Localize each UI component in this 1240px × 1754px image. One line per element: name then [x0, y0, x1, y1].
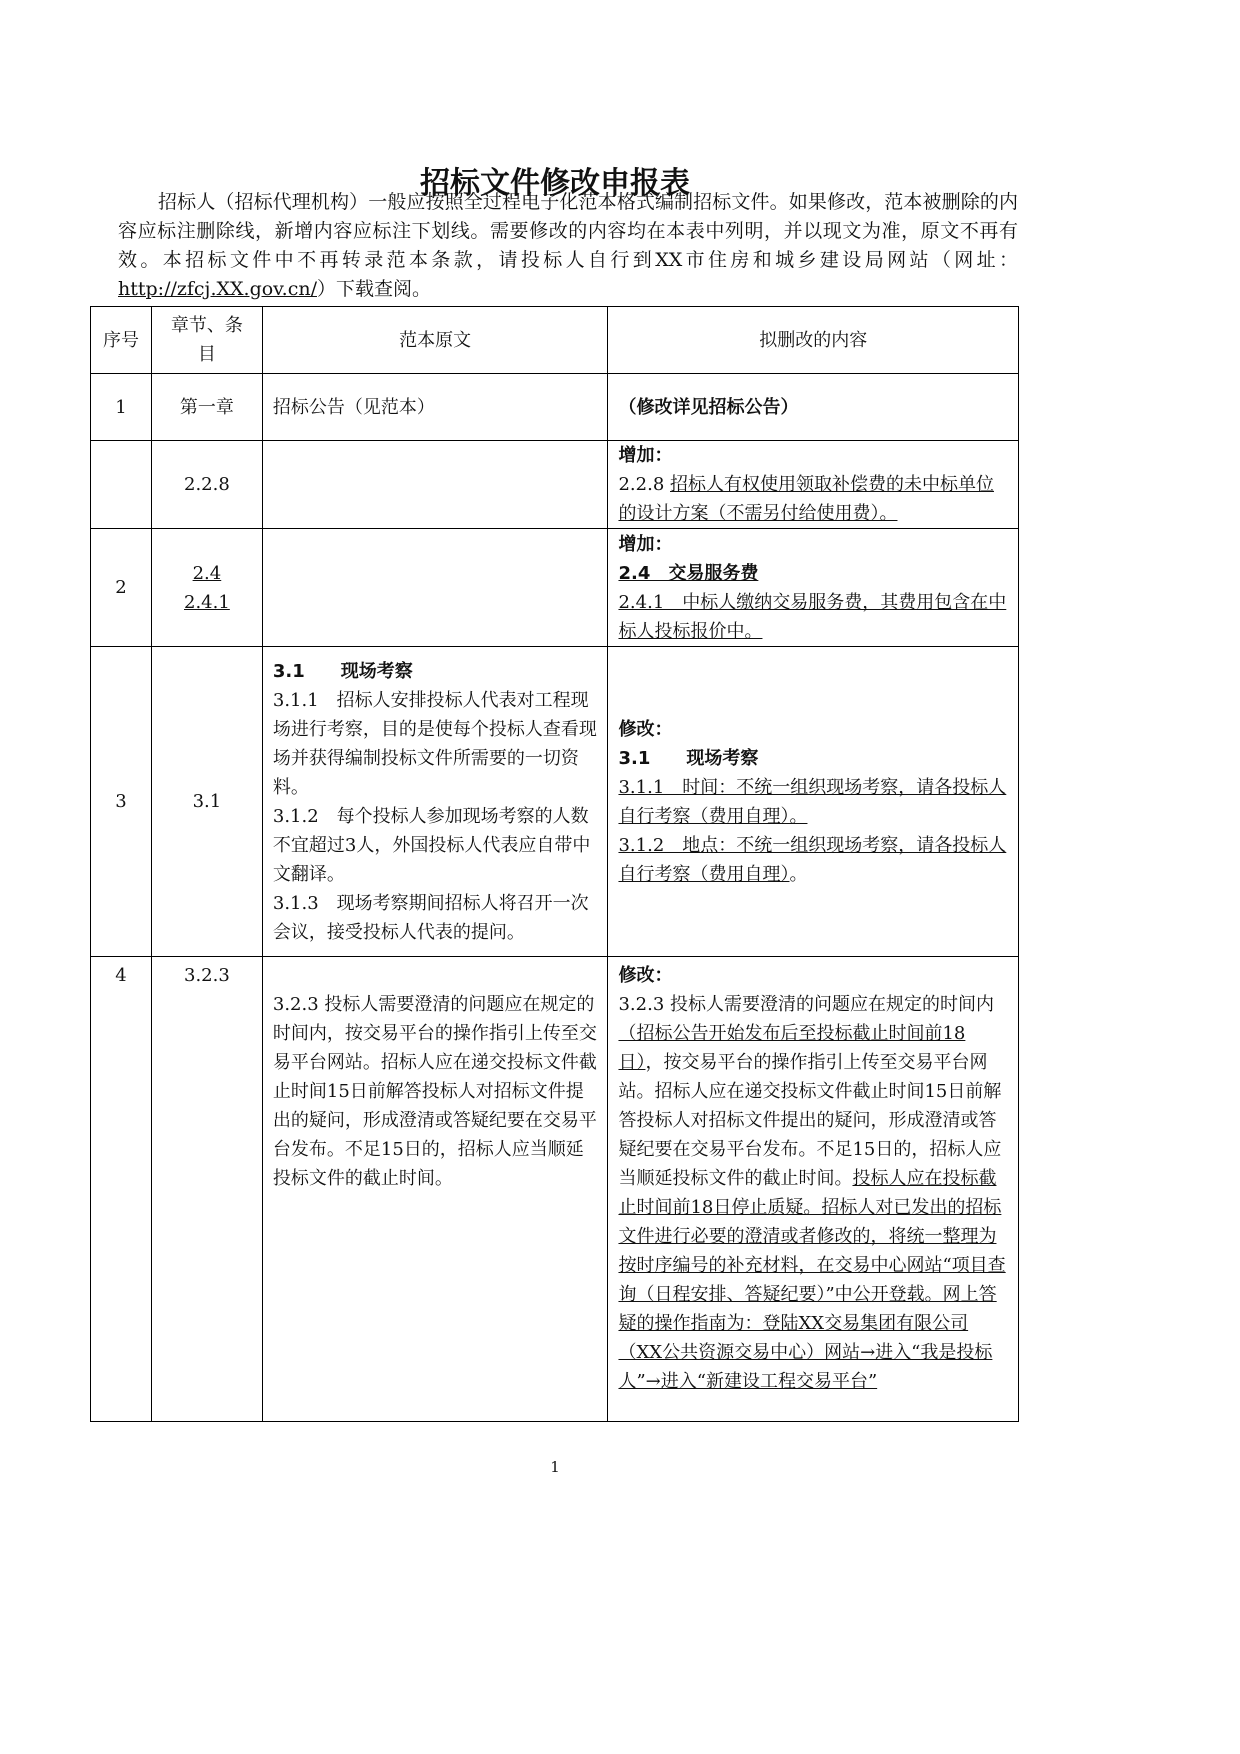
website-link[interactable]: http://zfcj.XX.gov.cn/ — [118, 278, 317, 300]
table-row — [91, 647, 1019, 957]
cell-paragraph — [273, 802, 598, 889]
cell-paragraph — [162, 588, 252, 617]
text-segment: 2.2.8 — [618, 474, 670, 495]
text-segment: 增加： — [618, 533, 673, 555]
text-segment: 2.2.8 — [184, 474, 230, 495]
text-segment: 3.2.3 投标人需要澄清的问题应在规定的时间内，按交易平台的操作指引上传至交易平台网站。招标人应在递交投标文件截止时间15日前解答投标人对招标文件提出的疑问，形成澄清或答疑纪要在交易平台发布。不足15日的，招标人应当顺延投标文件的截止时间。 — [272, 994, 597, 1189]
text-segment: 修改： — [618, 965, 673, 986]
cell-no: 4 — [91, 957, 152, 1422]
text-segment: （招标公告开始发布后至投标截止时间前18日） — [618, 1023, 966, 1073]
text-segment: 3.1.3 现场考察期间招标人将召开一次会议，接受投标人代表的提问。 — [272, 892, 589, 943]
cell-paragraph — [618, 961, 1008, 990]
text-segment: 2.4.1 — [184, 591, 230, 613]
intro-text: 招标人（招标代理机构）一般应按照全过程电子化范本格式编制招标文件。如果修改，范本被删除的内容应标注删除线，新增内容应标注下划线。需要修改的内容均在本表中列明，并以现文为准，原文不再有效。本招标文件中不再转录范本条款，请投标人自行到XX市住房和城乡建设局网站（网址： — [118, 191, 1018, 271]
cell-no — [91, 441, 152, 529]
text-segment: 投标人应在投标截止时间前18日停止质疑。招标人对已发出的招标文件进行必要的澄清或者修改的，将统一整理为按时序编号的补充材料，在交易中心网站“项目查询（日程安排、答疑纪要）”中公开登载。网上答疑的操作指南为：登陆XX交易集团有限公司（XX公共资源交易中心）网站→进入“我是投标人”→进入“新建设工程交易平台” — [618, 1168, 1006, 1392]
cell-original — [262, 647, 608, 957]
cell-change — [608, 529, 1019, 647]
text-segment: 招标公告（见范本） — [272, 396, 435, 418]
cell-paragraph — [162, 393, 252, 422]
cell-section — [151, 529, 262, 647]
text-segment: ，按交易平台的操作指引上传至交易平台网站。招标人应在递交投标文件截止时间15日前解答投标人对招标文件提出的疑问，形成澄清或答疑纪要在交易平台发布。不足15日的，招标人应当顺延投标文件的截止时间。 — [618, 1052, 1002, 1189]
header-section: 章节、条目 — [151, 307, 262, 374]
text-segment: 3.1 现场考察 — [618, 747, 759, 769]
table-row — [91, 529, 1019, 647]
cell-change — [608, 441, 1019, 529]
text-segment: 3.2.3 — [184, 965, 230, 986]
table-header-row — [91, 307, 1019, 374]
cell-paragraph — [618, 588, 1008, 646]
text-segment: 3.1.1 时间：不统一组织现场考察，请各投标人自行考察（费用自理）。 — [618, 776, 1007, 827]
cell-paragraph — [618, 831, 1008, 889]
table-row — [91, 441, 1019, 529]
cell-paragraph — [618, 773, 1008, 831]
cell-paragraph — [273, 393, 598, 422]
text-segment: 增加： — [618, 445, 673, 466]
text-segment: 3.1.2 每个投标人参加现场考察的人数不宜超过3人，外国投标人代表应自带中文翻译。 — [272, 805, 591, 885]
cell-no: 3 — [91, 647, 152, 957]
cell-original — [262, 529, 608, 647]
page-title: 招标文件修改申报表 — [420, 166, 690, 201]
text-segment: 修改： — [618, 718, 673, 740]
cell-paragraph — [273, 657, 598, 686]
cell-paragraph — [618, 530, 1008, 559]
table-row — [91, 374, 1019, 441]
cell-no: 2 — [91, 529, 152, 647]
cell-paragraph — [273, 990, 598, 1193]
cell-section — [151, 647, 262, 957]
header-no: 序号 — [91, 307, 152, 374]
intro-paragraph — [118, 188, 1018, 304]
cell-paragraph — [618, 441, 1008, 470]
cell-change — [608, 374, 1019, 441]
cell-original — [262, 441, 608, 529]
text-segment: 2.4.1 中标人缴纳交易服务费，其费用包含在中标人投标报价中。 — [618, 591, 1007, 642]
intro-tail: ）下载查阅。 — [316, 278, 431, 300]
cell-paragraph — [618, 559, 1008, 588]
text-segment: （修改详见招标公告） — [618, 396, 799, 418]
text-segment: 3.1.2 地点：不统一组织现场考察，请各投标人自行考察（费用自理） — [618, 834, 1007, 885]
text-segment: 3.1 — [192, 791, 222, 812]
text-segment: 3.1 现场考察 — [272, 660, 413, 682]
cell-paragraph — [273, 889, 598, 947]
cell-paragraph — [618, 393, 1008, 422]
cell-paragraph — [162, 559, 252, 588]
cell-paragraph — [162, 470, 252, 499]
text-segment: 3.2.3 投标人需要澄清的问题应在规定的时间内 — [618, 994, 994, 1015]
cell-change — [608, 957, 1019, 1422]
cell-paragraph — [618, 470, 1008, 528]
cell-paragraph — [618, 990, 1008, 1396]
text-segment: 招标人有权使用领取补偿费的未中标单位的设计方案（不需另付给使用费）。 — [618, 474, 994, 524]
cell-paragraph — [273, 961, 598, 990]
cell-change — [608, 647, 1019, 957]
cell-original — [262, 374, 608, 441]
cell-section — [151, 957, 262, 1422]
text-segment: 3.1.1 招标人安排投标人代表对工程现场进行考察，目的是使每个投标人查看现场并获得编制投标文件所需要的一切资料。 — [272, 689, 597, 798]
cell-paragraph — [618, 715, 1008, 744]
cell-original — [262, 957, 608, 1422]
cell-no: 1 — [91, 374, 152, 441]
cell-section — [151, 441, 262, 529]
modification-table — [90, 306, 1019, 1422]
cell-section — [151, 374, 262, 441]
text-segment: 2.4 — [192, 562, 222, 584]
header-original: 范本原文 — [262, 307, 608, 374]
cell-paragraph — [162, 961, 252, 990]
text-segment: 2.4 交易服务费 — [618, 562, 759, 584]
table-row — [91, 957, 1019, 1422]
page-number: 1 — [550, 1458, 560, 1476]
cell-paragraph — [162, 787, 252, 816]
header-change: 拟删改的内容 — [608, 307, 1019, 374]
cell-paragraph — [273, 686, 598, 802]
text-segment: 第一章 — [179, 396, 234, 418]
text-segment: 。 — [789, 863, 808, 885]
cell-paragraph — [618, 744, 1008, 773]
